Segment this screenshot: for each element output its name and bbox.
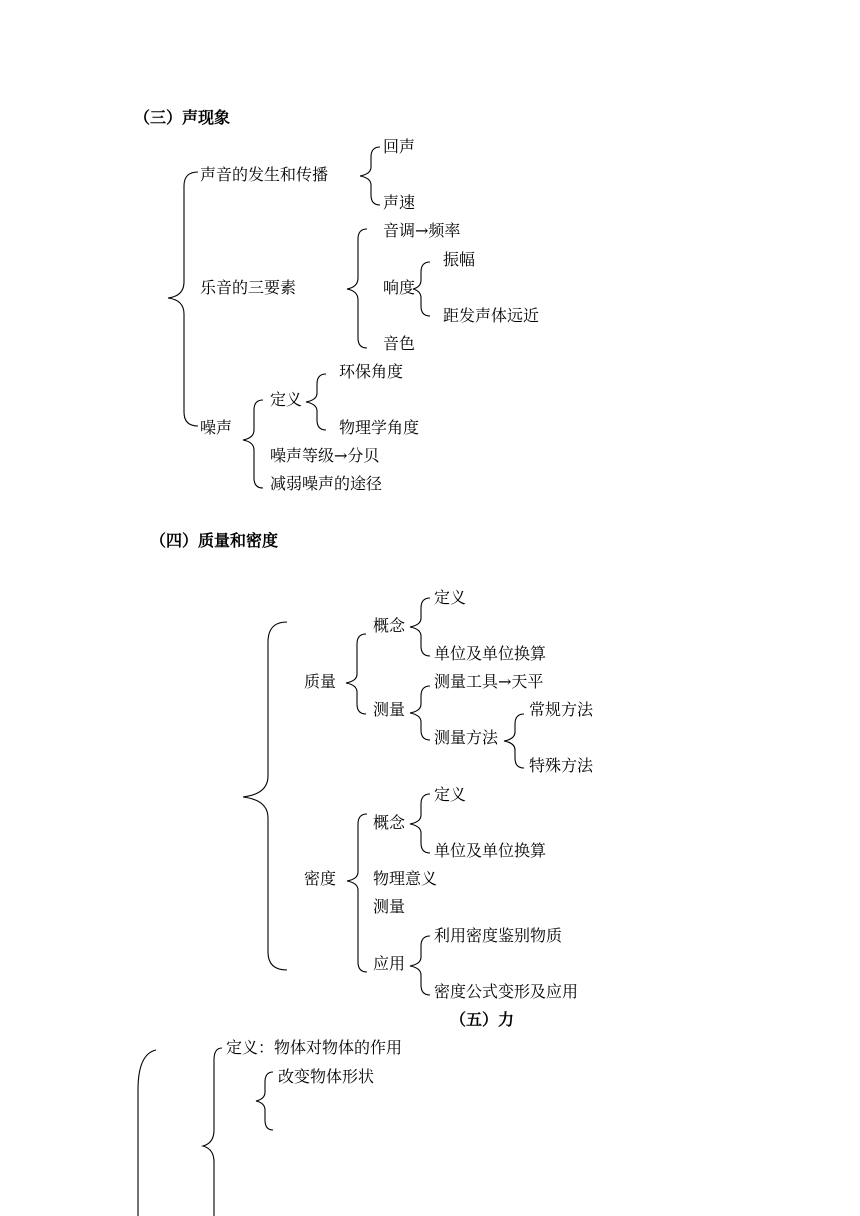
brace-mass bbox=[346, 634, 366, 714]
right-arrow-icon: → bbox=[498, 672, 512, 691]
brace-method bbox=[504, 714, 524, 768]
right-arrow-icon: → bbox=[415, 221, 429, 240]
density-concept-label: 概念 bbox=[373, 813, 406, 832]
brace-noise-def bbox=[306, 374, 326, 430]
density-meaning-label: 物理意义 bbox=[373, 869, 438, 888]
noise-level-label: 噪声等级 bbox=[270, 446, 335, 465]
brace-elements bbox=[347, 229, 367, 348]
speed-label: 声速 bbox=[383, 193, 416, 212]
section4-heading: （四）质量和密度 bbox=[150, 531, 279, 550]
pitch-target: 频率 bbox=[428, 221, 461, 240]
right-arrow-icon: → bbox=[334, 446, 348, 465]
physics-angle-label: 物理学角度 bbox=[339, 418, 420, 437]
brace-noise bbox=[243, 400, 263, 488]
pitch-line bbox=[383, 221, 460, 241]
noise-level-line bbox=[270, 446, 379, 466]
regular-method-label: 常规方法 bbox=[529, 700, 594, 719]
mass-concept-label: 概念 bbox=[373, 616, 406, 635]
brace-force-effect bbox=[256, 1072, 273, 1130]
mass-tool-line bbox=[434, 672, 543, 692]
mass-label: 质量 bbox=[304, 672, 337, 691]
propagation-label: 声音的发生和传播 bbox=[200, 165, 329, 184]
mass-measure-label: 测量 bbox=[373, 700, 406, 719]
density-label: 密度 bbox=[304, 869, 337, 888]
env-angle-label: 环保角度 bbox=[339, 362, 404, 381]
brace-propagation bbox=[360, 147, 380, 205]
density-unit-label: 单位及单位换算 bbox=[434, 841, 547, 860]
mass-definition-label: 定义 bbox=[434, 588, 467, 607]
formula-application-label: 密度公式变形及应用 bbox=[434, 982, 579, 1001]
density-application-label: 应用 bbox=[373, 954, 406, 973]
noise-definition-label: 定义 bbox=[270, 390, 303, 409]
mass-unit-label: 单位及单位换算 bbox=[434, 644, 547, 663]
brace-density bbox=[347, 814, 367, 972]
identify-substance-label: 利用密度鉴别物质 bbox=[434, 926, 563, 945]
change-shape-label: 改变物体形状 bbox=[278, 1067, 375, 1086]
force-definition-label: 定义：物体对物体的作用 bbox=[226, 1038, 403, 1057]
mass-method-label: 测量方法 bbox=[434, 728, 499, 747]
section3-heading: （三）声现象 bbox=[134, 108, 231, 127]
amplitude-label: 振幅 bbox=[443, 250, 476, 269]
brace-force bbox=[203, 1048, 222, 1216]
mass-tool-target: 天平 bbox=[511, 672, 544, 691]
density-definition-label: 定义 bbox=[434, 785, 467, 804]
reduce-noise-label: 减弱噪声的途径 bbox=[270, 474, 383, 493]
section5-heading: （五）力 bbox=[450, 1010, 515, 1029]
timbre-label: 音色 bbox=[383, 334, 416, 353]
distance-label: 距发声体远近 bbox=[443, 306, 540, 325]
brace-force-outer bbox=[138, 1050, 156, 1216]
density-measure-label: 测量 bbox=[373, 897, 406, 916]
loudness-label: 响度 bbox=[383, 278, 416, 297]
mass-tool-label: 测量工具 bbox=[434, 672, 499, 691]
brace-application bbox=[410, 936, 430, 995]
pitch-label: 音调 bbox=[383, 221, 416, 240]
brace-mass-measure bbox=[410, 686, 430, 740]
brace-mass-density bbox=[243, 622, 287, 970]
brace-mass-concept bbox=[410, 598, 430, 656]
brace-loudness bbox=[413, 262, 430, 316]
special-method-label: 特殊方法 bbox=[529, 756, 594, 775]
elements-label: 乐音的三要素 bbox=[200, 278, 297, 297]
brace-sound-main bbox=[168, 172, 198, 426]
brace-density-concept bbox=[410, 794, 430, 853]
echo-label: 回声 bbox=[383, 137, 416, 156]
noise-level-target: 分贝 bbox=[347, 446, 380, 465]
noise-label: 噪声 bbox=[200, 418, 233, 437]
